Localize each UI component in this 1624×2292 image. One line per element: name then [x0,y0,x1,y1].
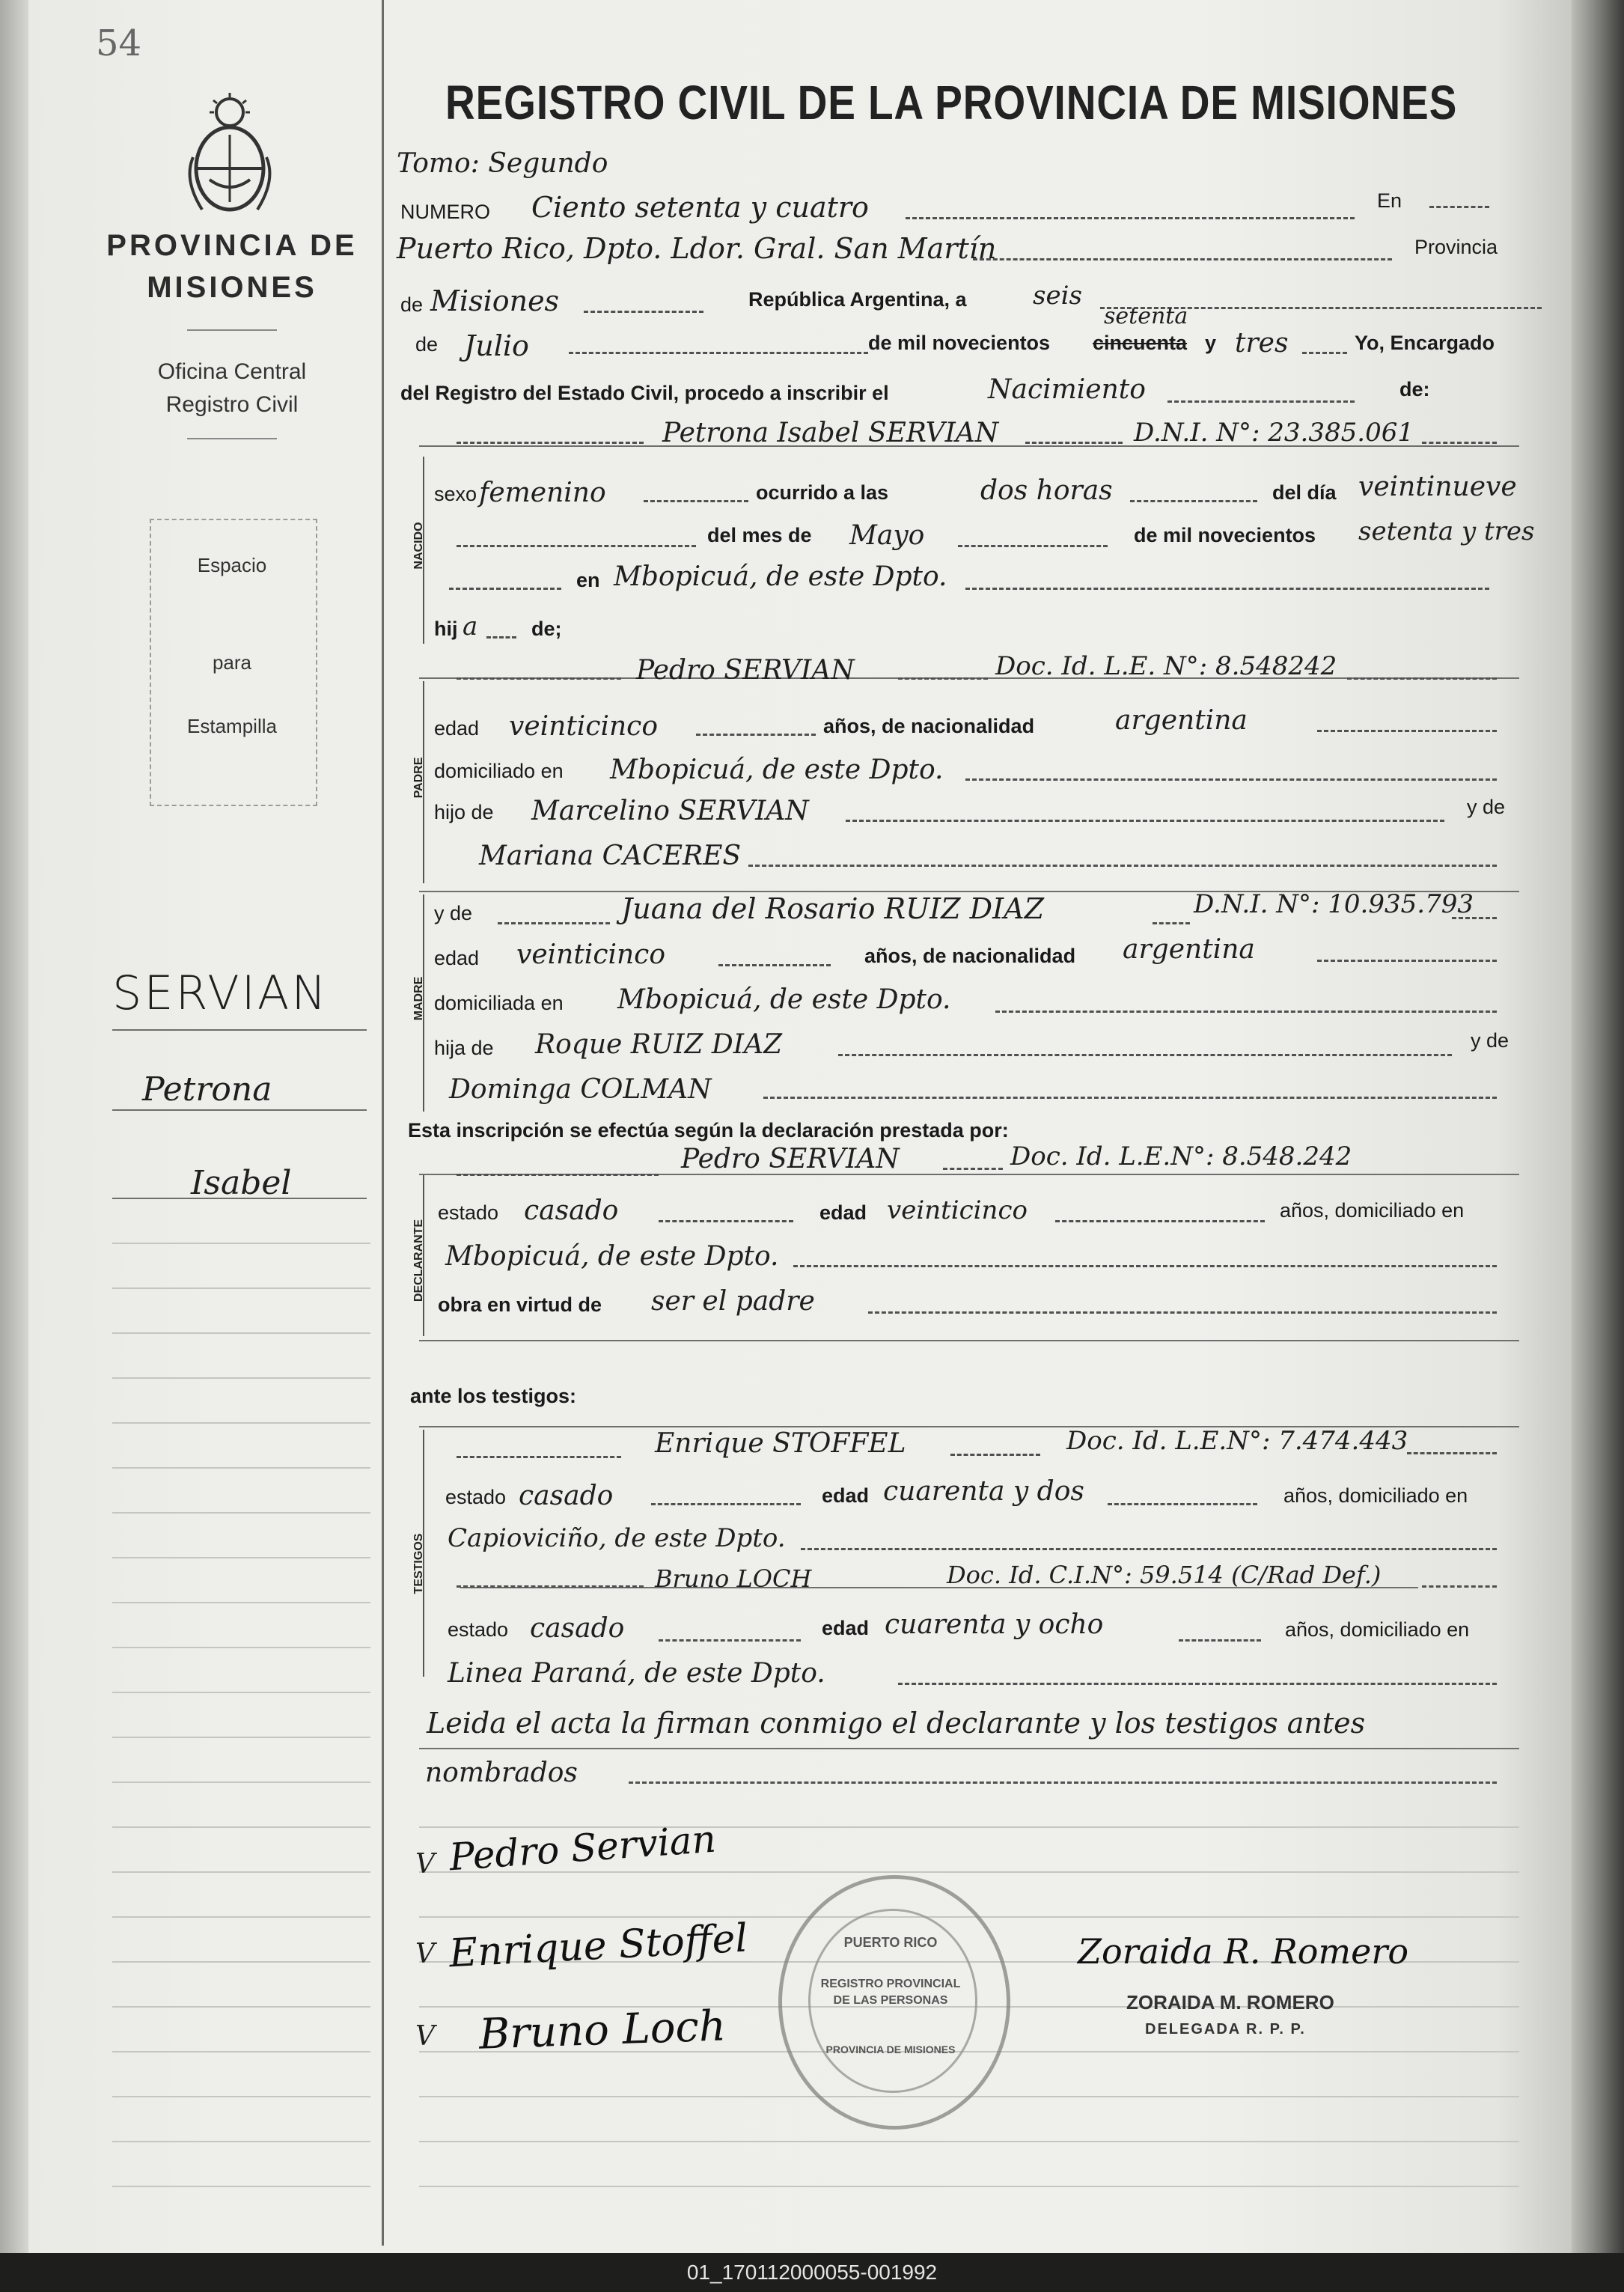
obra-label: obra en virtud de [438,1293,602,1316]
provincia-label: Provincia [1414,236,1498,258]
fill-dashes [457,1456,621,1458]
republica-label: República Argentina, a [748,288,967,311]
provincia-value: Misiones [430,284,560,317]
declarante-edad-label: edad [819,1201,867,1224]
fill-dashes [973,258,1392,260]
encargado-label: Yo, Encargado [1355,332,1495,354]
testigo1-estado: casado [519,1481,614,1511]
padre-edad: veinticinco [509,711,659,742]
padre-nac-label: años, de nacionalidad [823,715,1035,737]
anio-printed-struck: cincuenta [1093,332,1188,354]
madre-y-de: y de [434,902,473,924]
fill-dashes [584,311,703,313]
sexo-value: femenino [479,478,606,508]
testigos-label: TESTIGOS [412,1533,425,1594]
signature-mark-1: V [415,1849,435,1880]
ocurrido-label: ocurrido a las [756,481,889,504]
fill-dashes [1422,442,1497,444]
padre-hijo-label: hijo de [434,801,494,823]
fill-dashes [457,1585,644,1588]
signature-testigo-2: Bruno Loch [477,2002,727,2059]
fill-dashes [457,545,696,547]
fill-dashes [629,1782,1497,1784]
fill-dashes [898,677,988,680]
padre-nacionalidad: argentina [1115,705,1248,736]
nacido-doc: D.N.I. N°: 23.385.061 [1134,418,1414,448]
fill-dashes [1347,677,1497,680]
stamp-space-label-2: para [212,651,252,674]
padre-name: Pedro SERVIAN [636,655,855,686]
dia-acto: seis [1033,281,1082,311]
testigo1-doc: Doc. Id. L.E.N°: 7.474.443 [1066,1426,1408,1456]
fill-dashes [644,500,748,502]
province-heading: PROVINCIA DE MISIONES [106,229,358,304]
fill-dashes [965,588,1489,590]
signature-mark-3: V [415,2021,435,2052]
coat-of-arms-icon [180,90,281,217]
testigo1-name: Enrique STOFFEL [655,1428,906,1459]
numero-value: Ciento setenta y cuatro [531,191,869,224]
padre-madre: Mariana CACERES [479,841,742,871]
mes-nacimiento: Mayo [849,520,925,551]
madre-hija-label: hija de [434,1037,494,1059]
fill-dashes [1302,352,1347,354]
madre-doc: D.N.I. N°: 10.935.793 [1194,889,1474,919]
fill-dashes [659,1639,801,1642]
office-underline [187,438,277,439]
fill-dashes [898,1683,1497,1685]
fill-dashes [1407,1452,1497,1454]
nacido-label: NACIDO [412,522,425,570]
fill-dashes [1055,1220,1265,1222]
margin-first-name: Petrona [142,1070,272,1109]
fill-dashes [718,964,831,966]
mes-label: del mes de [707,524,812,546]
fill-dashes [906,217,1355,219]
fill-dashes [1025,442,1123,444]
de-colon-label: de: [1399,378,1430,400]
declarante-domicilio: Mbopicuá, de este Dpto. [445,1241,779,1272]
de-semicolon: de; [531,618,562,640]
fill-dashes [943,1168,1003,1170]
fill-dashes [801,1548,1497,1550]
fill-dashes [1179,1639,1261,1642]
seal-text: REGISTRO PROVINCIAL DE LAS PERSONAS [820,1978,961,2007]
testigo2-edad-label: edad [822,1617,870,1639]
fill-dashes [793,1265,1497,1267]
fill-dashes [965,778,1497,781]
testigo1-edad: cuarenta y dos [883,1476,1084,1507]
hora-value: dos horas [980,475,1113,506]
margin-surname: SERVIAN [112,966,329,1020]
footer-id: 01_170112000055-001992 [686,2261,938,2284]
testigo1-estado-label: estado [445,1486,507,1508]
mes-acto: Julio [464,329,529,362]
fill-dashes [486,636,516,638]
testigo2-edad: cuarenta y ocho [885,1609,1104,1640]
signature-declarante: Pedro Servian [448,1817,718,1880]
fill-dashes [846,820,1444,822]
en-label: En [1377,189,1402,212]
testigo1-edad-label: edad [822,1484,870,1507]
madre-nac-label: años, de nacionalidad [864,945,1076,967]
padre-y-de: y de [1467,796,1506,818]
numero-label: NUMERO [400,201,490,223]
declarante-estado: casado [524,1195,619,1226]
fill-dashes [457,442,644,444]
madre-y-de-2: y de [1471,1029,1509,1052]
testigo2-estado: casado [530,1613,625,1644]
footer-bar [0,2253,1624,2292]
testigo2-estado-label: estado [448,1618,509,1641]
fill-dashes [995,1011,1497,1013]
declarante-estado-label: estado [438,1201,499,1224]
dia-nacimiento: veintinueve [1358,472,1517,502]
fill-dashes [1108,1503,1257,1505]
anio-correction: setenta [1104,303,1188,329]
testigo2-doc: Doc. Id. C.I.N°: 59.514 (C/Rad Def.) [947,1561,1382,1589]
declarante-name: Pedro SERVIAN [681,1144,900,1174]
fill-dashes [1452,917,1497,919]
anio-label: de mil novecientos [1134,524,1316,546]
testigo1-domicilio: Capioviciño, de este Dpto. [448,1523,786,1553]
section-rule [419,1748,1519,1749]
signature-official: Zoraida R. Romero [1078,1931,1409,1972]
fill-dashes [950,1454,1040,1456]
office-label: Oficina Central Registro Civil [157,359,307,417]
y-label: y [1205,332,1217,354]
fill-dashes [1422,1585,1497,1588]
fill-dashes [958,545,1108,547]
signature-testigo-1: Enrique Stoffel [448,1915,749,1977]
nacido-name: Petrona Isabel SERVIAN [662,418,999,448]
acto-value: Nacimiento [988,374,1146,405]
fill-dashes [449,588,561,590]
de-label: de [400,293,424,316]
madre-domicilio: Mbopicuá, de este Dpto. [617,984,951,1015]
section-rule [419,1340,1519,1341]
margin-second-name: Isabel [191,1164,292,1202]
fill-dashes [457,677,621,680]
madre-padre: Roque RUIZ DIAZ [535,1029,782,1060]
anio-prefix: de mil novecientos [868,332,1051,354]
testigo2-name: Bruno LOCH [655,1564,812,1593]
book-binding [0,0,28,2253]
lugar-nacimiento: Mbopicuá, de este Dpto. [614,561,947,592]
signature-mark-2: V [415,1939,435,1969]
fill-dashes [1429,206,1489,208]
de-label-2: de [415,333,439,356]
fill-dashes [868,1311,1497,1314]
madre-dom-label: domiciliada en [434,992,564,1014]
fill-dashes [1130,500,1257,502]
padre-label: PADRE [412,757,425,799]
fill-dashes [696,734,816,736]
hija-suffix: a [463,612,478,641]
declarante-label: DECLARANTE [412,1219,425,1302]
testigos-intro: ante los testigos: [410,1385,577,1407]
fill-dashes [659,1220,793,1222]
fill-dashes [498,922,610,924]
stamp-space-label-3: Estampilla [187,715,277,737]
fill-dashes [569,352,868,354]
seal-province: PROVINCIA DE MISIONES [825,2043,956,2055]
fill-dashes [1167,400,1355,403]
official-stamp-name: ZORAIDA M. ROMERO [1126,1991,1334,2014]
en-lugar-label: en [576,569,600,591]
province-underline [187,329,277,331]
padre-dom-label: domiciliado en [434,760,564,782]
padre-doc: Doc. Id. L.E. N°: 8.548242 [995,651,1337,681]
hija-label: hij [434,618,458,640]
closing-line-2: nombrados [425,1758,578,1788]
document-title: REGISTRO CIVIL DE LA PROVINCIA DE MISIONES [445,76,1458,129]
page-edge [1572,0,1624,2253]
madre-edad-label: edad [434,947,480,969]
testigo2-domicilio: Linea Paraná, de este Dpto. [448,1658,825,1689]
declarante-edad: veinticinco [887,1195,1028,1225]
fill-dashes [838,1054,1452,1056]
declarante-virtud: ser el padre [651,1286,815,1317]
testigo2-dom-label: años, domiciliado en [1285,1618,1470,1641]
madre-madre: Dominga COLMAN [449,1074,712,1105]
lugar-value: Puerto Rico, Dpto. Ldor. Gral. San Martín [397,232,997,265]
sexo-label: sexo [434,483,477,505]
fill-dashes [1317,730,1497,732]
official-stamp-title: DELEGADA R. P. P. [1145,2021,1306,2037]
madre-nacionalidad: argentina [1123,934,1255,965]
stamp-space-label-1: Espacio [197,554,267,576]
testigo1-dom-label: años, domiciliado en [1283,1484,1468,1507]
declarante-doc: Doc. Id. L.E.N°: 8.548.242 [1010,1142,1352,1171]
fill-dashes [1317,960,1497,962]
declarante-dom-label: años, domiciliado en [1280,1199,1465,1222]
anio-nacimiento: setenta y tres [1358,516,1535,546]
fill-dashes [748,865,1497,867]
seal-city: PUERTO RICO [843,1935,938,1950]
fill-dashes [651,1503,801,1505]
closing-line-1: Leida el acta la firman conmigo el declarante y los testigos antes [427,1707,1366,1740]
del-dia-label: del día [1272,481,1337,504]
madre-label: MADRE [412,976,425,1021]
fill-dashes [1153,922,1190,924]
anio-units: tres [1235,328,1289,359]
madre-name: Juana del Rosario RUIZ DIAZ [621,892,1044,925]
padre-domicilio: Mbopicuá, de este Dpto. [610,755,944,785]
tomo: Tomo: Segundo [397,148,608,179]
folio-number: 54 [96,22,142,64]
fill-dashes [763,1097,1497,1099]
padre-padre: Marcelino SERVIAN [531,796,809,826]
registro-text: del Registro del Estado Civil, procedo a inscribir el [400,382,889,404]
padre-edad-label: edad [434,717,480,740]
margin-divider [382,0,384,2246]
fill-dashes [457,1174,659,1176]
madre-edad: veinticinco [516,939,666,970]
declaracion-intro: Esta inscripción se efectúa según la declaración prestada por: [408,1119,1009,1142]
